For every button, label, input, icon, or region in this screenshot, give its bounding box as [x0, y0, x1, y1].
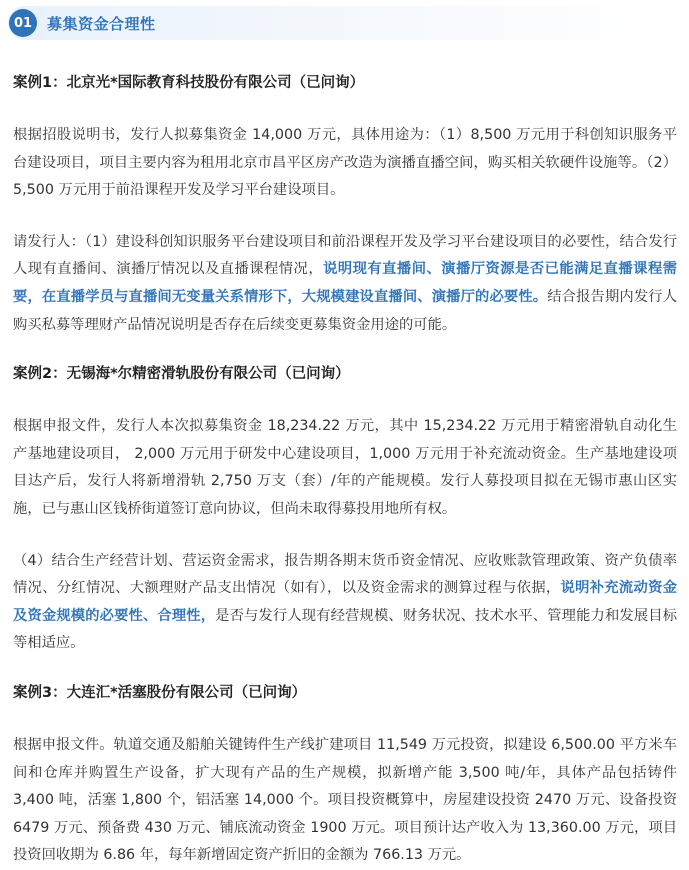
case-2-p2-highlight: 说明补充流动资金及资金规模的必要性、合理性，: [13, 580, 677, 624]
case-1-p1-text: 根据招股说明书，发行人拟募集资金 14,000 万元，具体用途为：（1）8,500 万元用于科创知识服务平台建设项目，项目主要内容为租用北京市昌平区房产改造为演播直播空间，购买相关软硬件设施等。（2）5,500 万元用于前沿课程开发及学习平台建设项目。: [13, 127, 677, 199]
case-3-paragraph-1: [13, 732, 677, 870]
case-2-p2-text: （4）结合生产经营计划、营运资金需求，报告期各期末货币资金情况、应收账款管理政策、资产负债率情况、分红情况、大额理财产品支出情况（如有），以及资金需求的测算过程与依据，: [13, 552, 677, 597]
section-header: [8, 6, 683, 40]
case-3-title: 案例3：大连汇*活塞股份有限公司（已问询）: [13, 684, 307, 701]
case-1-p2-highlight: 说明现有直播间、演播厅资源是否已能满足直播课程需要，在直播学员与直播间无变量关系情形下，大规模建设直播间、演播厅的必要性。: [13, 261, 678, 305]
article-body: [13, 72, 677, 870]
case-1-paragraph-1: [13, 122, 677, 205]
case-1-paragraph-2: [13, 229, 677, 339]
case-1-p2-text: 请发行人：（1）建设科创知识服务平台建设项目和前沿课程开发及学习平台建设项目的必要性，结合发行人现有直播间、演播厅情况以及直播课程情况，: [13, 233, 677, 278]
case-1-title: 案例1：北京光*国际教育科技股份有限公司（已问询）: [13, 75, 365, 91]
case-1-p2-text-end: 结合报告期内发行人购买私募等理财产品情况说明是否存在后续变更募集资金用途的可能。: [13, 288, 678, 333]
case-2-paragraph-2: [13, 548, 677, 658]
section-number-badge: 01: [9, 9, 37, 37]
case-2-paragraph-1: [13, 413, 677, 523]
case-2-p2-text-end: 是否与发行人现有经营规模、财务状况、技术水平、管理能力和发展目标等相适应。: [13, 607, 678, 652]
section-title: 募集资金合理性: [47, 14, 156, 33]
case-2-p1-text: 根据申报文件，发行人本次拟募集资金 18,234.22 万元，其中 15,234.22 万元用于精密滑轨自动化生产基地建设项目， 2,000 万元用于研发中心建设项目，1,000 万元用于补充流动资金。生产基地建设项目达产后，发行人将新增滑轨 2,750 万支（套）/年的产能规模。发行人募投项目拟在无锡市惠山区实施，已与惠山区钱桥街道签订意向协议，但尚未取得募投用地所有权。: [13, 418, 677, 517]
case-3-p1-text: 根据申报文件。轨道交通及船舶关键铸件生产线扩建项目 11,549 万元投资，拟建设 6,500.00 平方米车间和仓库并购置生产设备，扩大现有产品的生产规模，拟新增产能 3,500 吨/年，具体产品包括铸件 3,400 吨，活塞 1,800 个，铝活塞 14,000 个。项目投资概算中，房屋建设投资 2470 万元、设备投资 6479 万元、预备费 430 万元、铺底流动资金 1900 万元。项目预计达产收入为 13,360.00 万元，项目投资回收期为 6.86 年，每年新增固定资产折旧的金额为 766.13 万元。: [13, 736, 677, 864]
case-2-title: 案例2：无锡海*尔精密滑轨股份有限公司（已问询）: [13, 366, 350, 383]
